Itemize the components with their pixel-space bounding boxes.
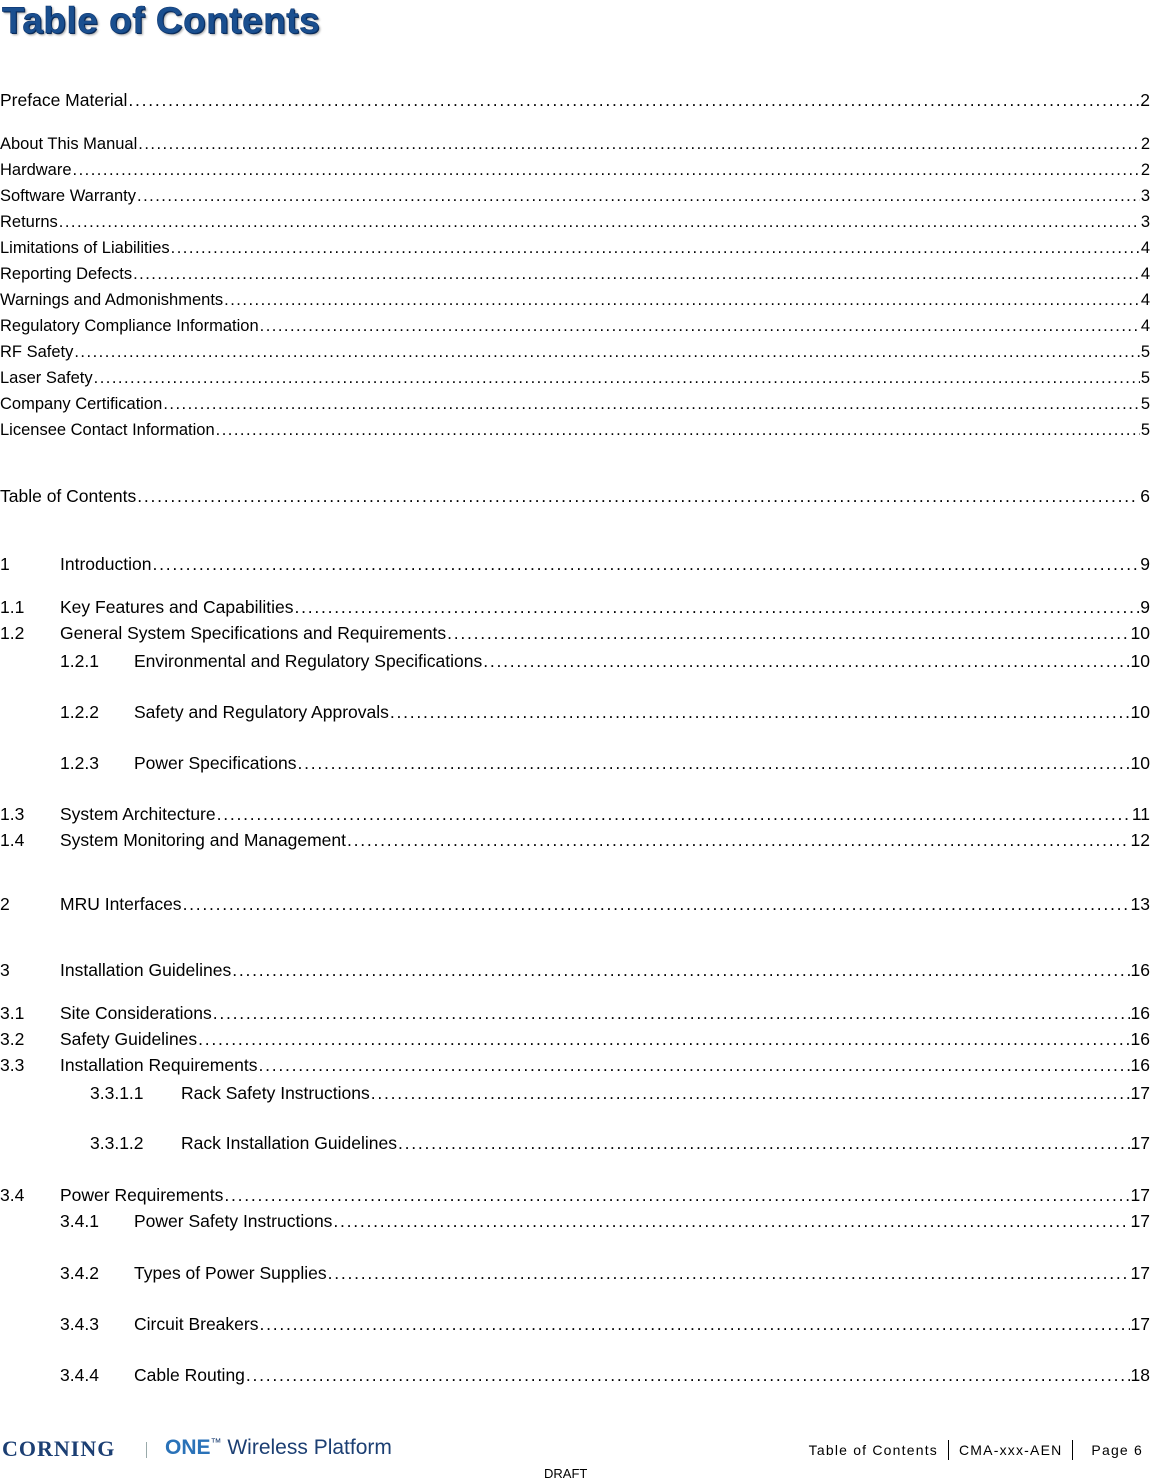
toc-entry-page: 16 xyxy=(1130,1029,1150,1049)
toc-entry-page: 10 xyxy=(1130,753,1150,773)
toc-entry-number: 3.4.4 xyxy=(60,1365,99,1385)
toc-entry-text: Software Warranty xyxy=(0,187,137,205)
toc-entry[interactable] xyxy=(0,234,1150,258)
toc-entry-text: Environmental and Regulatory Specifications xyxy=(134,651,483,671)
toc-entry[interactable] xyxy=(0,390,1150,414)
toc-entry[interactable] xyxy=(0,1079,1150,1103)
toc-entry-page: 5 xyxy=(1140,369,1150,387)
toc-entry[interactable] xyxy=(0,1025,1150,1049)
toc-entry[interactable] xyxy=(0,338,1150,362)
toc-entry-text: System Monitoring and Management xyxy=(60,830,346,850)
toc-entry-text: Licensee Contact Information xyxy=(0,421,215,439)
toc-entry-page: 17 xyxy=(1130,1263,1150,1283)
toc-entry[interactable] xyxy=(0,286,1150,310)
toc-entry-page: 3 xyxy=(1140,187,1150,205)
toc-entry-number: 3.3.1.2 xyxy=(90,1133,144,1153)
toc-entry-number: 3.3 xyxy=(0,1055,25,1075)
toc-entry-text: Warnings and Admonishments xyxy=(0,291,224,309)
toc-entry-text: Rack Safety Instructions xyxy=(181,1083,370,1103)
toc-entry-text: Power Safety Instructions xyxy=(134,1211,333,1231)
toc-entry-number: 1 xyxy=(0,554,10,574)
toc-entry[interactable] xyxy=(0,260,1150,284)
toc-entry-number: 1.2.3 xyxy=(60,753,99,773)
toc-entry-text: Limitations of Liabilities xyxy=(0,239,170,257)
logo-divider xyxy=(146,1442,147,1458)
toc-entry-page: 9 xyxy=(1140,597,1150,617)
toc-entry-number: 3.4.2 xyxy=(60,1263,99,1283)
toc-entry[interactable] xyxy=(0,1259,1150,1283)
toc-entry[interactable] xyxy=(0,1310,1150,1334)
toc-entry-text: MRU Interfaces xyxy=(60,894,182,914)
toc-entry-text: Safety Guidelines xyxy=(60,1029,198,1049)
toc-entry[interactable] xyxy=(0,1051,1150,1075)
toc-entry-text: Power Requirements xyxy=(60,1185,224,1205)
toc-entry-number: 1.2 xyxy=(0,623,25,643)
toc-entry[interactable] xyxy=(0,999,1150,1023)
toc-entry[interactable] xyxy=(0,890,1150,914)
toc-entry[interactable] xyxy=(0,208,1150,232)
toc-entry-number: 3.4 xyxy=(0,1185,25,1205)
toc-entry[interactable] xyxy=(0,156,1150,180)
footer-doc-id: CMA-xxx-AEN xyxy=(959,1442,1063,1458)
toc-entry[interactable] xyxy=(0,1361,1150,1385)
toc-entry-page: 3 xyxy=(1140,213,1150,231)
toc-entry-text: Hardware xyxy=(0,161,72,179)
toc-entry-text: Types of Power Supplies xyxy=(134,1263,327,1283)
toc-entry[interactable] xyxy=(0,182,1150,206)
toc-entry-text: RF Safety xyxy=(0,343,74,361)
toc-entry-page: 2 xyxy=(1140,161,1150,179)
toc-entry-page: 17 xyxy=(1130,1185,1150,1205)
toc-entry-page: 4 xyxy=(1140,291,1150,309)
toc-entry[interactable] xyxy=(0,956,1150,980)
toc-entry-page: 17 xyxy=(1130,1133,1150,1153)
footer-section: Table of Contents xyxy=(808,1442,938,1458)
toc-entry-page: 12 xyxy=(1130,830,1150,850)
toc-entry-number: 1.2.1 xyxy=(60,651,99,671)
toc-entry-page: 4 xyxy=(1140,317,1150,335)
logo-one-text: ONE xyxy=(165,1436,211,1459)
toc-entry-text: Table of Contents xyxy=(0,486,137,506)
toc-entry-page: 17 xyxy=(1130,1211,1150,1231)
toc-entry-text: Installation Requirements xyxy=(60,1055,258,1075)
toc-entry-text: Site Considerations xyxy=(60,1003,212,1023)
toc-entry[interactable] xyxy=(0,800,1150,824)
toc-entry-text: Regulatory Compliance Information xyxy=(0,317,259,335)
toc-entry-page: 4 xyxy=(1140,265,1150,283)
toc-entry[interactable] xyxy=(0,312,1150,336)
toc-entry[interactable] xyxy=(0,619,1150,643)
toc-entry[interactable] xyxy=(0,647,1150,671)
toc-entry-page: 16 xyxy=(1130,1055,1150,1075)
toc-entry-text: Laser Safety xyxy=(0,369,93,387)
toc-entry-page: 16 xyxy=(1130,960,1150,980)
toc-entry-page: 9 xyxy=(1140,554,1150,574)
corning-logo: CORNING xyxy=(2,1436,116,1461)
toc-entry[interactable] xyxy=(0,749,1150,773)
toc-entry-number: 2 xyxy=(0,894,10,914)
toc-entry-page: 2 xyxy=(1140,135,1150,153)
toc-entry-page: 10 xyxy=(1130,702,1150,722)
toc-entry-text: Key Features and Capabilities xyxy=(60,597,294,617)
toc-entry-page: 11 xyxy=(1131,804,1150,824)
toc-entry-number: 1.2.2 xyxy=(60,702,99,722)
toc-entry-page: 10 xyxy=(1130,651,1150,671)
logo-rest-text: Wireless Platform xyxy=(221,1436,392,1459)
toc-entry-text: Cable Routing xyxy=(134,1365,245,1385)
toc-entry-text: Power Specifications xyxy=(134,753,297,773)
toc-entry[interactable] xyxy=(0,826,1150,850)
toc-entry-page: 13 xyxy=(1130,894,1150,914)
toc-entry[interactable] xyxy=(0,1181,1150,1205)
toc-entry-number: 1.4 xyxy=(0,830,25,850)
toc-entry-page: 10 xyxy=(1130,623,1150,643)
toc-entry-page: 2 xyxy=(1140,90,1150,110)
toc-entry-page: 5 xyxy=(1140,343,1150,361)
toc-entry-page: 17 xyxy=(1130,1314,1150,1334)
toc-entry-text: Preface Material xyxy=(0,90,128,110)
toc-entry-text: General System Specifications and Requirements xyxy=(60,623,447,643)
toc-entry-text: Safety and Regulatory Approvals xyxy=(134,702,389,722)
toc-entry-number: 3.1 xyxy=(0,1003,25,1023)
toc-entry-text: Introduction xyxy=(60,554,152,574)
toc-entry-number: 3.2 xyxy=(0,1029,25,1049)
toc-entry-page: 5 xyxy=(1140,421,1150,439)
toc-entry-number: 3.4.1 xyxy=(60,1211,99,1231)
footer-info xyxy=(799,1440,1143,1460)
toc-entry-text: Circuit Breakers xyxy=(134,1314,259,1334)
toc-entry-text: About This Manual xyxy=(0,135,138,153)
toc-entry[interactable] xyxy=(0,86,1150,110)
toc-entry-number: 3.3.1.1 xyxy=(90,1083,144,1103)
toc-entry-text: Company Certification xyxy=(0,395,163,413)
footer-page-number: Page 6 xyxy=(1091,1442,1143,1458)
toc-entry[interactable] xyxy=(0,550,1150,574)
toc-entry-page: 5 xyxy=(1140,395,1150,413)
toc-entry-text: Rack Installation Guidelines xyxy=(181,1133,397,1153)
toc-entry-text: Reporting Defects xyxy=(0,265,133,283)
one-wireless-platform-logo xyxy=(165,1436,392,1460)
toc-entry[interactable] xyxy=(0,130,1150,154)
toc-entry[interactable] xyxy=(0,698,1150,722)
toc-entry-page: 16 xyxy=(1130,1003,1150,1023)
toc-entry-text: Returns xyxy=(0,213,58,231)
page-title: Table of Contents xyxy=(2,0,321,41)
toc-entry[interactable] xyxy=(0,482,1150,506)
toc-entry-page: 17 xyxy=(1130,1083,1150,1103)
toc-entry[interactable] xyxy=(0,593,1150,617)
draft-watermark: DRAFT xyxy=(544,1466,588,1481)
toc-entry-number: 3 xyxy=(0,960,10,980)
toc-entry-text: System Architecture xyxy=(60,804,216,824)
toc-entry-page: 4 xyxy=(1140,239,1150,257)
toc-entry-text: Installation Guidelines xyxy=(60,960,232,980)
toc-entry-page: 6 xyxy=(1140,486,1150,506)
toc-entry-number: 1.1 xyxy=(0,597,25,617)
toc-entry[interactable] xyxy=(0,1129,1150,1153)
toc-entry-number: 1.3 xyxy=(0,804,25,824)
toc-entry-page: 18 xyxy=(1130,1365,1150,1385)
toc-entry[interactable] xyxy=(0,1207,1150,1231)
toc-entry[interactable] xyxy=(0,416,1150,440)
trademark-symbol: ™ xyxy=(210,1437,222,1449)
page-footer xyxy=(0,1432,1151,1481)
toc-entry[interactable] xyxy=(0,364,1150,388)
toc-entry-number: 3.4.3 xyxy=(60,1314,99,1334)
